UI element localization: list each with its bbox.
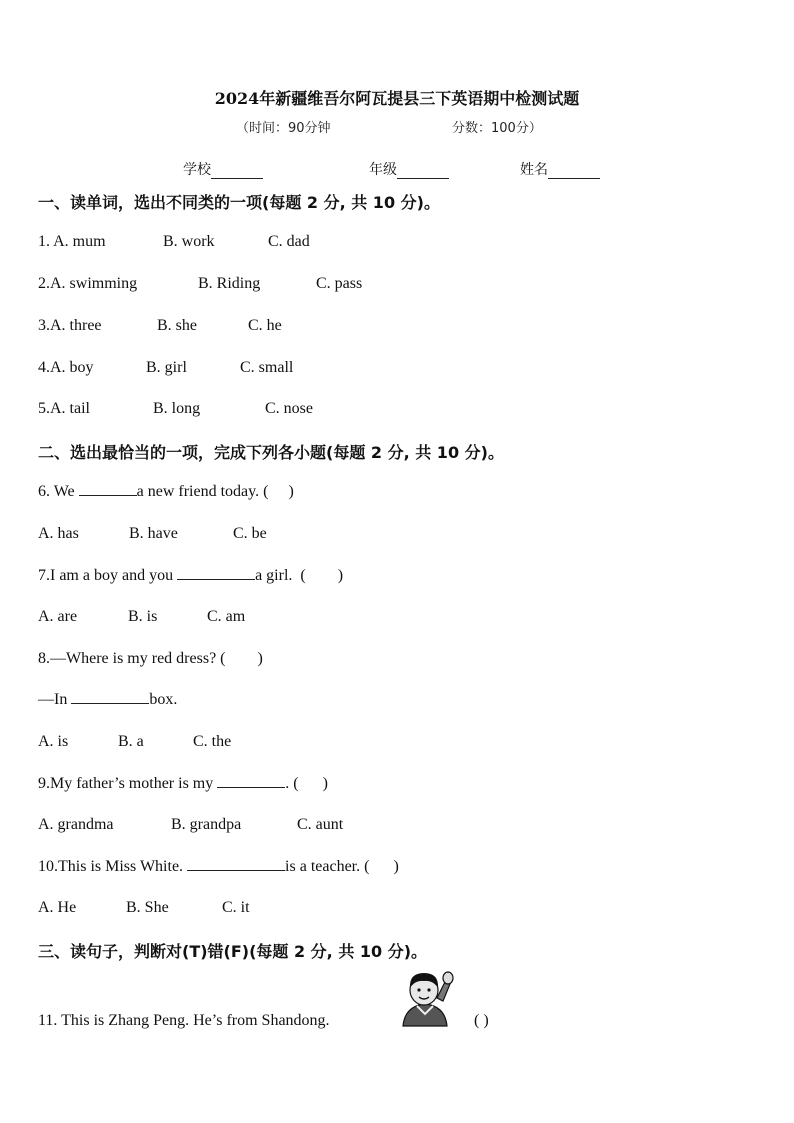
exam-score: 分数：100分）	[452, 121, 542, 136]
q4-option-b: B. girl	[146, 359, 187, 376]
school-blank[interactable]	[211, 164, 263, 179]
q8-blank[interactable]	[71, 691, 149, 704]
q9-option-b: B. grandpa	[171, 816, 242, 833]
q10-blank[interactable]	[187, 858, 285, 871]
q10-stem-start: 10.This is Miss White.	[38, 858, 188, 875]
section-1-heading: 一、读单词，选出不同类的一项(每题 2 分, 共 10 分)。	[38, 193, 440, 212]
q2-option-a: 2.A. swimming	[38, 275, 138, 292]
q6-option-c: C. be	[233, 525, 267, 542]
q9-blank[interactable]	[217, 775, 285, 788]
q8-stem: 8.—Where is my red dress? ( )	[38, 650, 263, 667]
q9-stem-start: 9.My father’s mother is my	[38, 775, 218, 792]
q7-stem	[38, 567, 343, 585]
school-field[interactable]	[183, 159, 263, 179]
q10-stem	[38, 858, 399, 876]
q1-option-b: B. work	[163, 233, 215, 250]
q7-stem-end: a girl. ( )	[255, 567, 344, 584]
school-label: 学校	[183, 162, 211, 178]
q8-option-b: B. a	[118, 733, 144, 750]
grade-field[interactable]	[369, 159, 449, 179]
boy-waving-picture	[393, 968, 457, 1028]
q1-option-a: 1. A. mum	[38, 233, 106, 250]
name-field[interactable]	[520, 159, 600, 179]
q4-option-a: 4.A. boy	[38, 359, 94, 376]
q7-stem-start: 7.I am a boy and you	[38, 567, 178, 584]
q5-option-b: B. long	[153, 400, 201, 417]
q4-option-c: C. small	[240, 359, 294, 376]
q10-option-c: C. it	[222, 899, 250, 916]
q10-stem-end: is a teacher. ( )	[285, 858, 399, 875]
q6-stem	[38, 483, 294, 501]
q6-blank[interactable]	[79, 483, 137, 496]
q10-option-b: B. She	[126, 899, 169, 916]
q9-option-a: A. grandma	[38, 816, 114, 833]
q2-option-b: B. Riding	[198, 275, 261, 292]
q7-option-c: C. am	[207, 608, 246, 625]
q6-stem-end: a new friend today. ( )	[136, 483, 294, 500]
q8-option-c: C. the	[193, 733, 232, 750]
q7-option-a: A. are	[38, 608, 78, 625]
q2-option-c: C. pass	[316, 275, 363, 292]
q5-option-a: 5.A. tail	[38, 400, 90, 417]
grade-blank[interactable]	[397, 164, 449, 179]
q3-option-a: 3.A. three	[38, 317, 102, 334]
section-2-heading: 二、选出最恰当的一项，完成下列各小题(每题 2 分, 共 10 分)。	[38, 443, 504, 462]
name-label: 姓名	[520, 162, 548, 178]
q8-answer-end: box.	[149, 691, 178, 708]
name-blank[interactable]	[548, 164, 600, 179]
q8-option-a: A. is	[38, 733, 69, 750]
q6-stem-start: 6. We	[38, 483, 79, 500]
grade-label: 年级	[369, 162, 397, 178]
q11-statement: 11. This is Zhang Peng. He’s from Shandong.	[38, 1012, 330, 1029]
q8-answer-start: —In	[38, 691, 72, 708]
section-3-heading: 三、读句子，判断对(T)错(F)(每题 2 分, 共 10 分)。	[38, 942, 428, 961]
q7-blank[interactable]	[177, 567, 255, 580]
q3-option-c: C. he	[248, 317, 282, 334]
q3-option-b: B. she	[157, 317, 197, 334]
q8-answer-line	[38, 691, 177, 709]
q1-option-c: C. dad	[268, 233, 310, 250]
q6-option-a: A. has	[38, 525, 79, 542]
q9-stem	[38, 775, 328, 793]
q5-option-c: C. nose	[265, 400, 313, 417]
q9-option-c: C. aunt	[297, 816, 344, 833]
q7-option-b: B. is	[128, 608, 158, 625]
q9-stem-end: . ( )	[285, 775, 328, 792]
q6-option-b: B. have	[129, 525, 178, 542]
exam-time: （时间：90分钟	[236, 121, 331, 136]
q11-answer-bracket[interactable]: ( )	[474, 1012, 489, 1029]
exam-title: 2024年新疆维吾尔阿瓦提县三下英语期中检测试题	[214, 89, 580, 108]
q10-option-a: A. He	[38, 899, 77, 916]
